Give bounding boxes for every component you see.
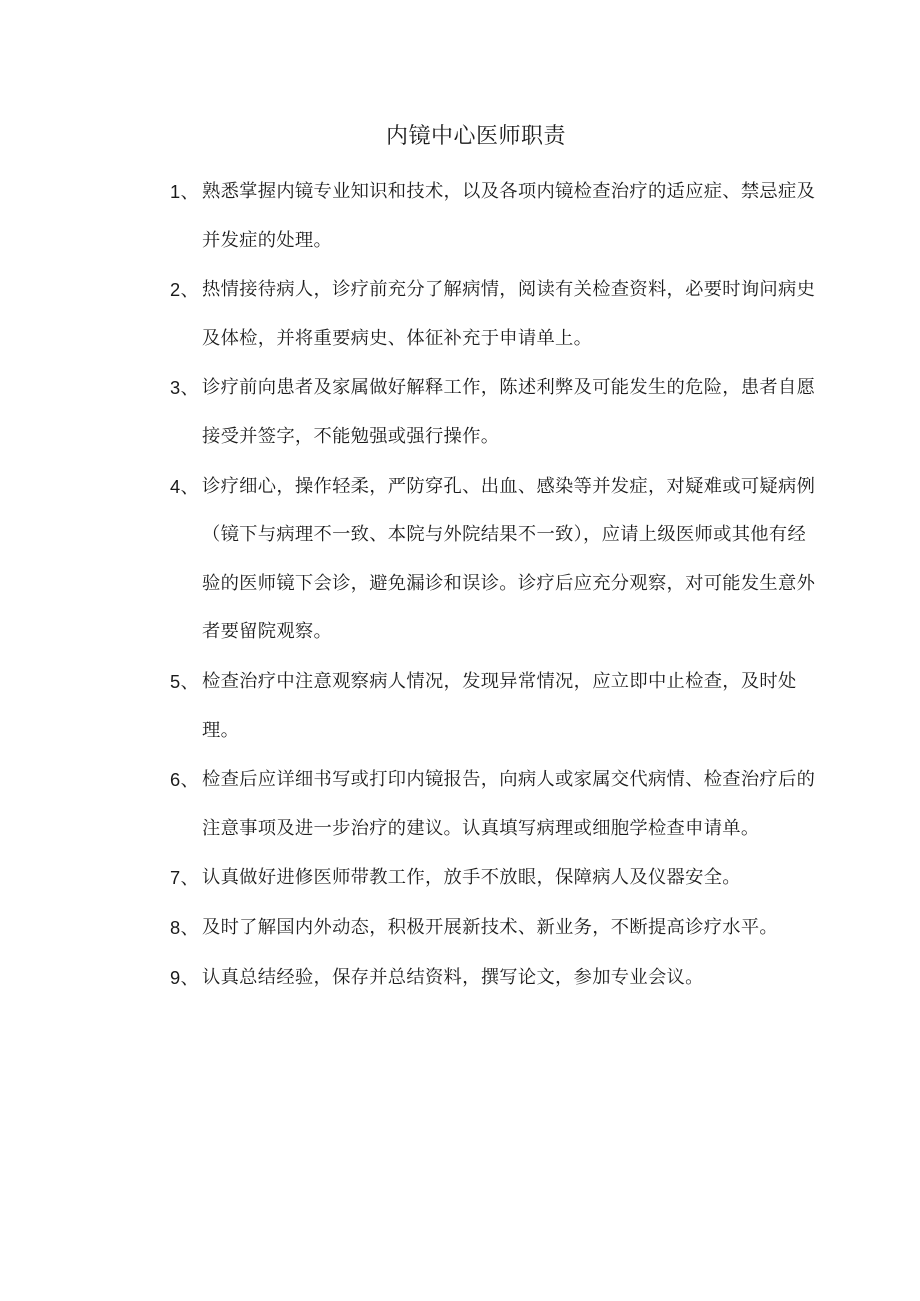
item-text: 诊疗细心，操作轻柔，严防穿孔、出血、感染等并发症，对疑难或可疑病例（镜下与病理不一致、本院与外院结果不一致），应请上级医师或其他有经验的医师镜下会诊，避免漏诊和误诊。诊疗后应充分观察，对可能发生意外者要留院观察。 <box>202 475 816 643</box>
list-item <box>170 904 820 953</box>
list-item <box>170 954 820 1003</box>
item-number: 8、 <box>170 916 200 938</box>
list-item <box>170 658 820 755</box>
list-item <box>170 756 820 853</box>
item-text: 认真做好进修医师带教工作，放手不放眼，保障病人及仪器安全。 <box>202 867 741 889</box>
page-title: 内镜中心医师职责 <box>385 124 566 149</box>
list-item <box>170 266 820 363</box>
item-number: 2、 <box>170 279 200 301</box>
item-text: 诊疗前向患者及家属做好解释工作，陈述利弊及可能发生的危险，患者自愿接受并签字，不能勉强或强行操作。 <box>202 377 816 447</box>
duty-list <box>170 168 820 1003</box>
item-number: 1、 <box>170 181 200 202</box>
list-item <box>170 168 820 265</box>
item-text: 认真总结经验，保存并总结资料，撰写论文，参加专业会议。 <box>202 966 704 988</box>
item-number: 3、 <box>170 377 200 399</box>
item-number: 7、 <box>170 867 200 889</box>
list-item <box>170 854 820 903</box>
item-text: 检查治疗中注意观察病人情况，发现异常情况，应立即中止检查，及时处理。 <box>202 670 797 741</box>
item-text: 检查后应详细书写或打印内镜报告，向病人或家属交代病情、检查治疗后的注意事项及进一步治疗的建议。认真填写病理或细胞学检查申请单。 <box>202 769 816 839</box>
item-text: 及时了解国内外动态，积极开展新技术、新业务，不断提高诊疗水平。 <box>202 916 779 938</box>
item-text: 熟悉掌握内镜专业知识和技术，以及各项内镜检查治疗的适应症、禁忌症及并发症的处理。 <box>202 181 816 251</box>
item-text: 热情接待病人，诊疗前充分了解病情，阅读有关检查资料，必要时询问病史及体检，并将重要病史、体征补充于申请单上。 <box>202 279 816 349</box>
item-number: 5、 <box>170 670 200 692</box>
item-number: 6、 <box>170 769 200 791</box>
list-item <box>170 463 820 657</box>
list-item <box>170 364 820 461</box>
item-number: 4、 <box>170 475 200 497</box>
item-number: 9、 <box>170 966 200 988</box>
